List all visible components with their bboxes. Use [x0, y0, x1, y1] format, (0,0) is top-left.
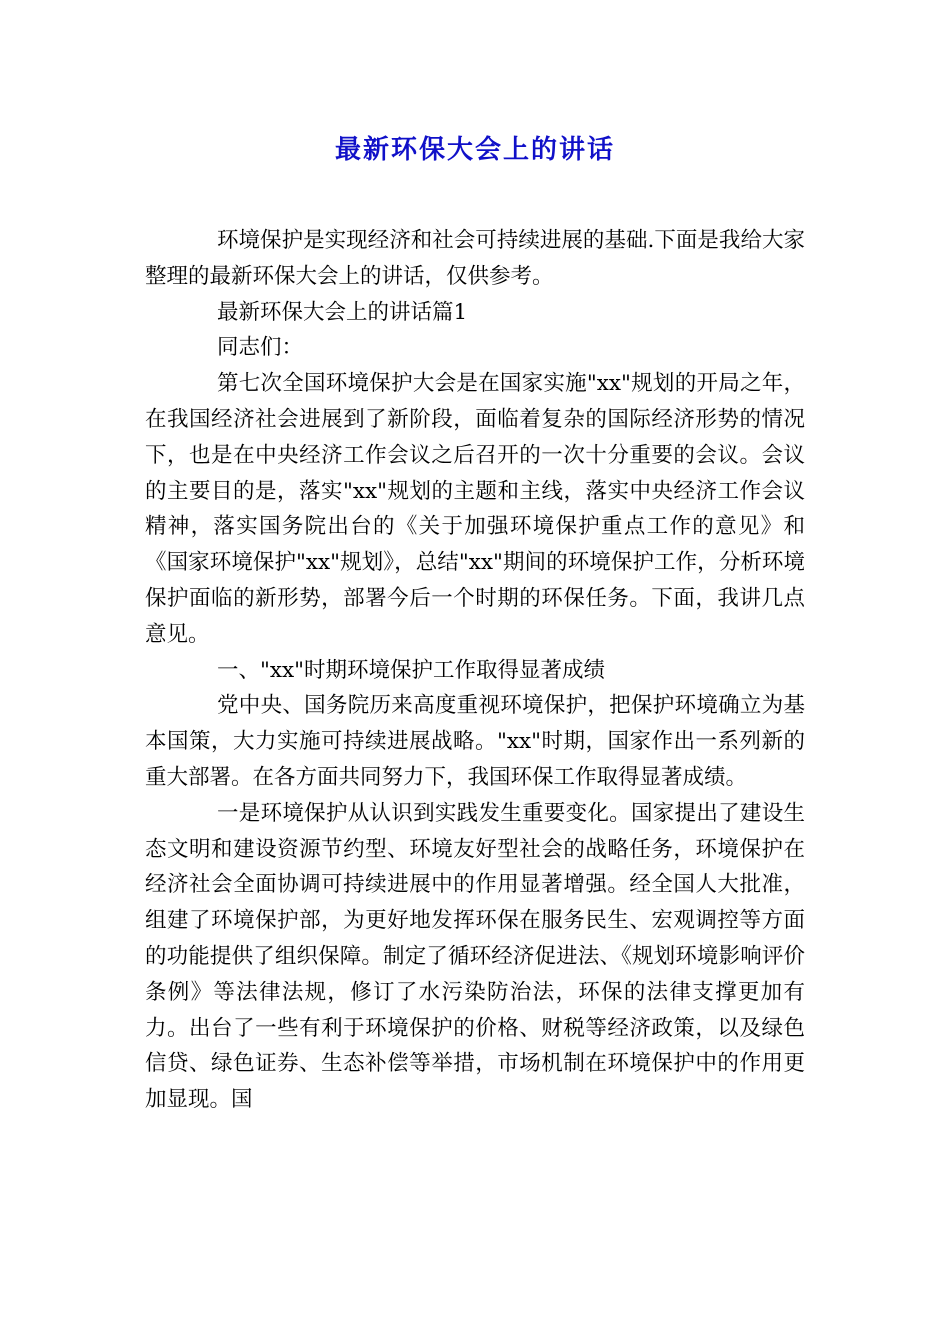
subsection-heading: 一、"xx"时期环境保护工作取得显著成绩 [217, 657, 606, 683]
paragraph: 第七次全国环境保护大会是在国家实施"xx"规划的开局之年，在我国经济社会进展到了新阶段，面临着复杂的国际经济形势的情况下，也是在中央经济工作会议之后召开的一次十分重要的会议。会议的主要目的是，落实"xx"规划的主题和主线，落实中央经济工作会议精神，落实国务院出台的《关于加强环境保护重点工作的意见》和《国家环境保护"xx"规划》，总结"xx"期间的环境保护工作，分析环境保护面临的新形势，部署今后一个时期的环保任务。下面，我讲几点意见。 [145, 371, 805, 647]
document-body [145, 223, 805, 1118]
document-title: 最新环保大会上的讲话 [334, 135, 615, 165]
section-heading: 最新环保大会上的讲话篇1 [217, 299, 468, 325]
salutation: 同志们： [217, 335, 304, 361]
paragraph-intro: 环境保护是实现经济和社会可持续进展的基础.下面是我给大家整理的最新环保大会上的讲话，仅供参考。 [145, 228, 805, 289]
paragraph: 一是环境保护从认识到实践发生重要变化。国家提出了建设生态文明和建设资源节约型、环境友好型社会的战略任务，环境保护在经济社会全面协调可持续进展中的作用显著增强。经全国人大批准，组建了环境保护部，为更好地发挥环保在服务民生、宏观调控等方面的功能提供了组织保障。制定了循环经济促进法、《规划环境影响评价条例》等法律法规，修订了水污染防治法，环保的法律支撑更加有力。出台了一些有利于环境保护的价格、财税等经济政策，以及绿色信贷、绿色证券、生态补偿等举措，市场机制在环境保护中的作用更加显现。国 [145, 800, 805, 1113]
paragraph: 党中央、国务院历来高度重视环境保护，把保护环境确立为基本国策，大力实施可持续进展战略。"xx"时期，国家作出一系列新的重大部署。在各方面共同努力下，我国环保工作取得显著成绩。 [145, 693, 805, 790]
